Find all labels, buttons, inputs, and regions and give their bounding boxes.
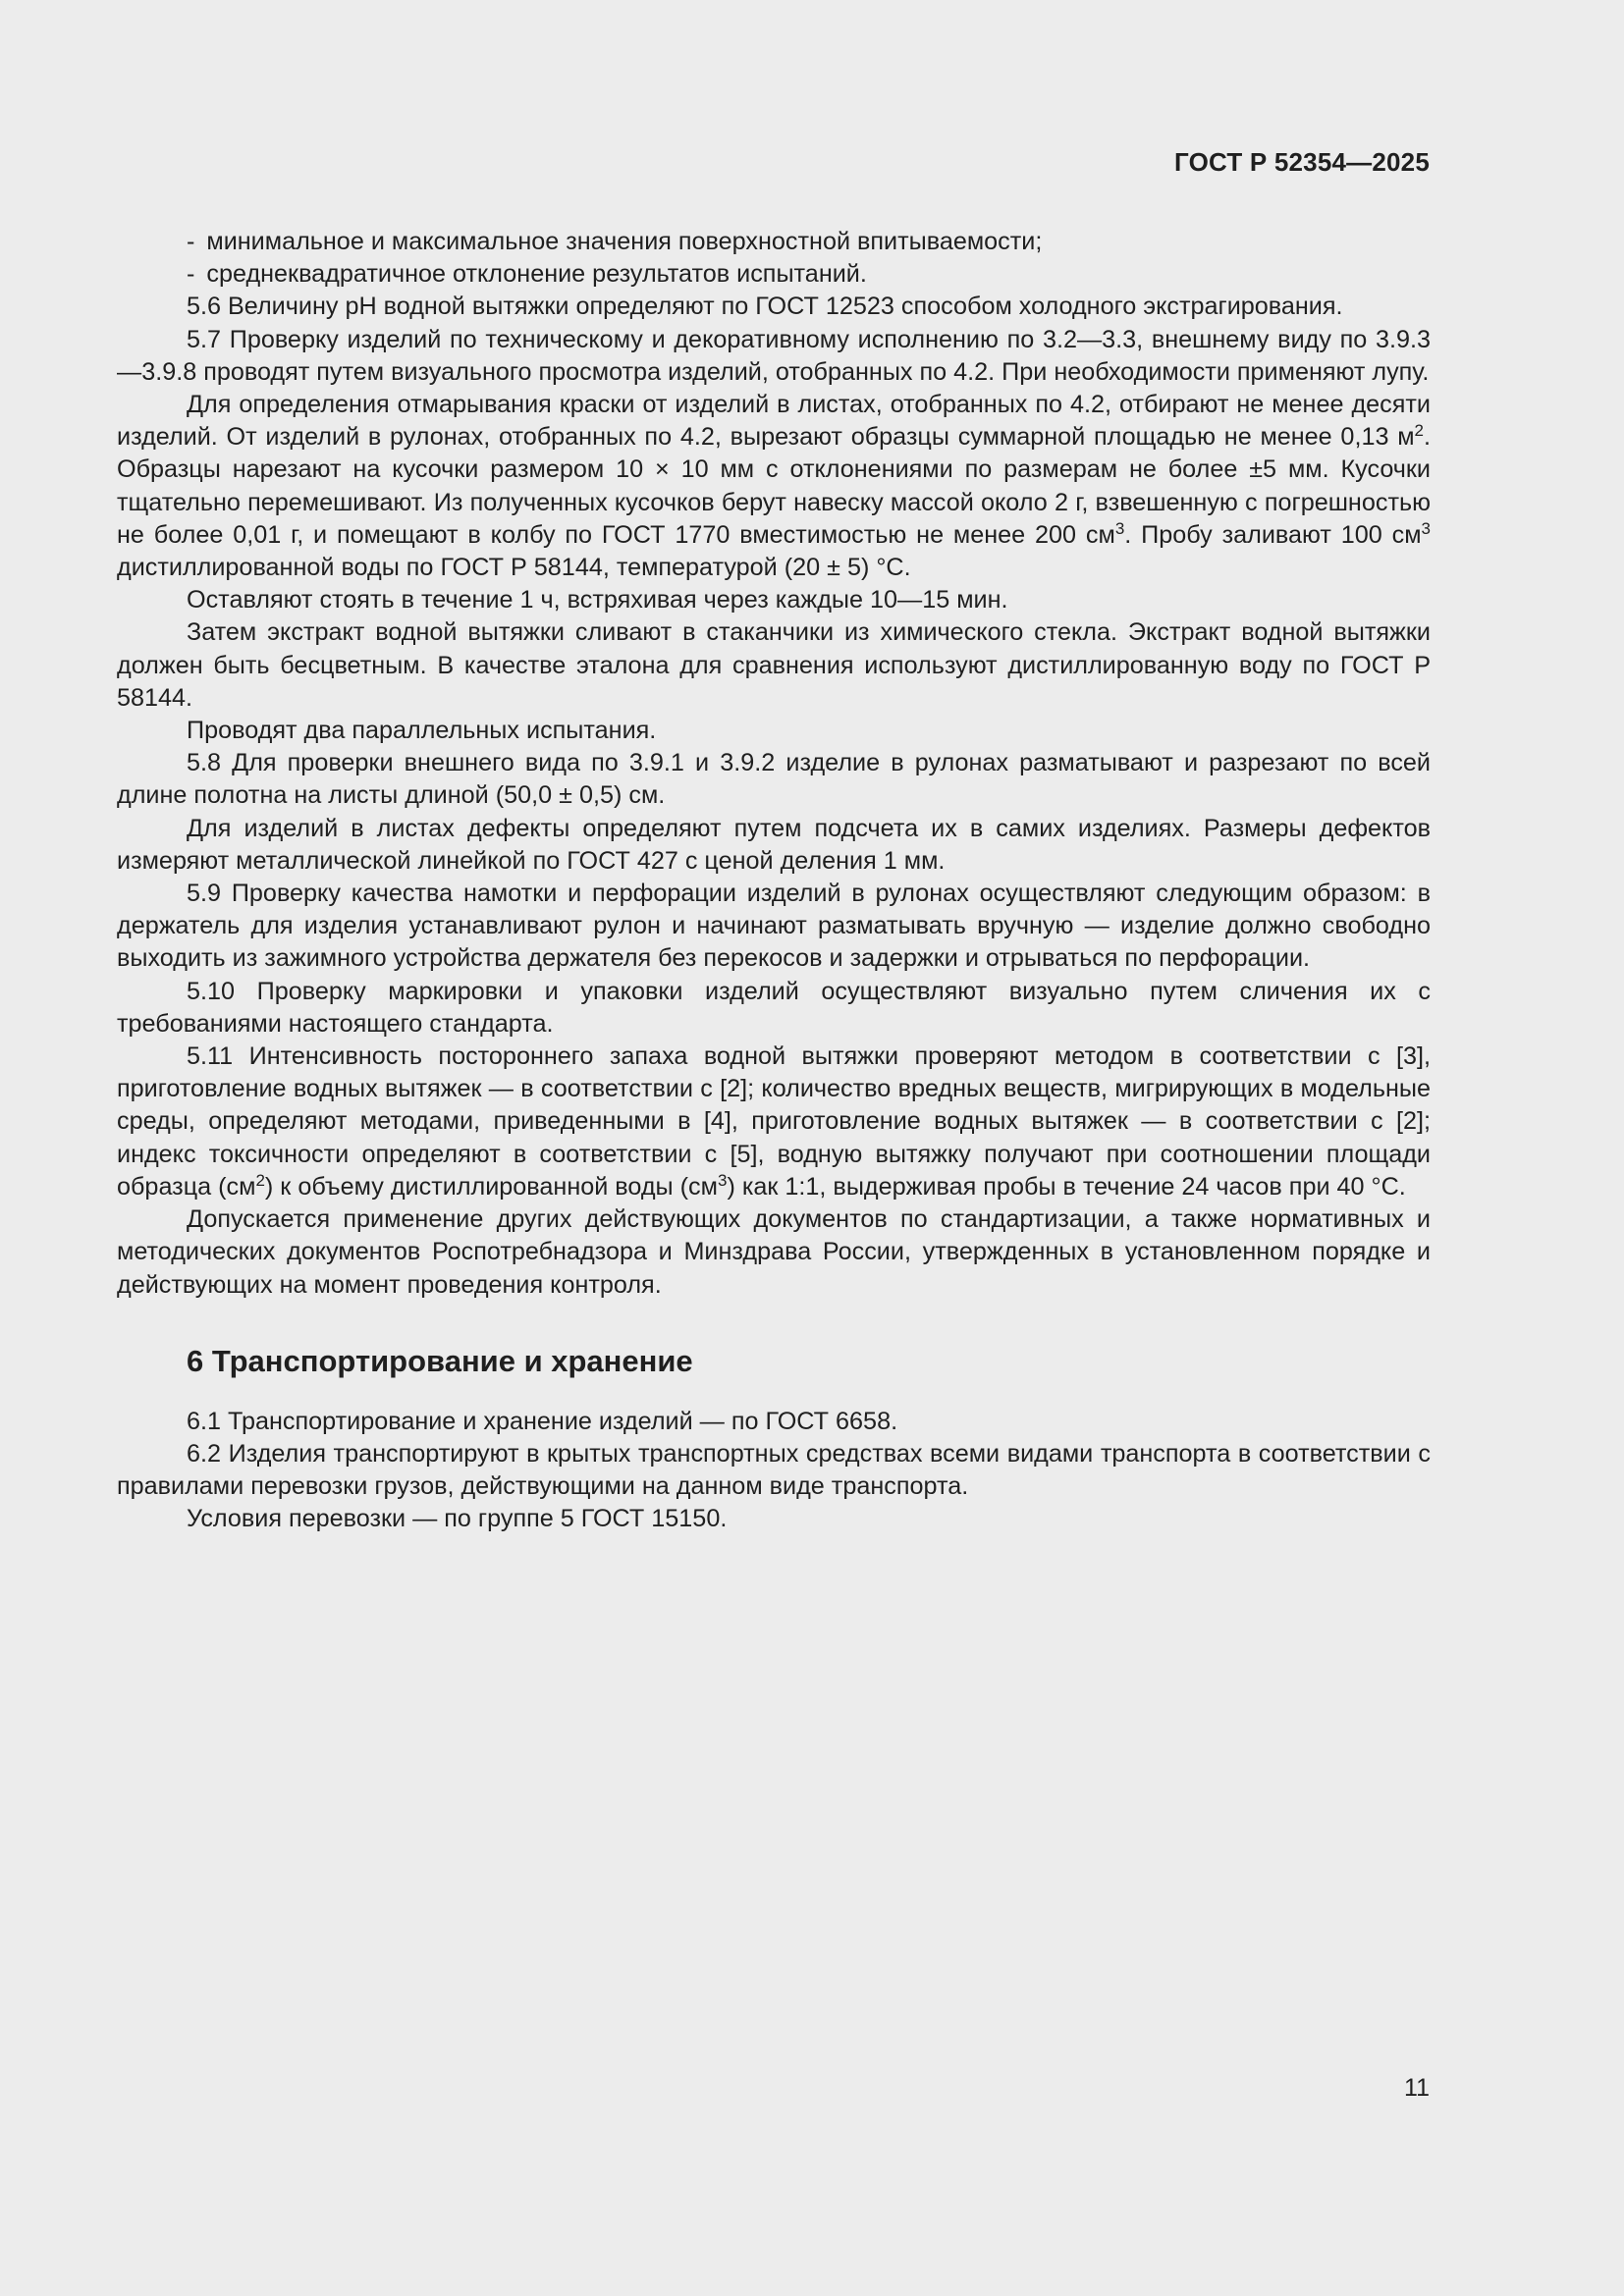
text-run: . Образцы нарезают на кусочки размером 10 × 10 мм с отклонениями по размерам не более ±5 мм. Кусочки тщательно перемешивают. Из полученных кусочков берут навеску массой около 2 г, взвешенную с погрешностью не более 0,01 г, и помещают в колбу по ГОСТ 1770 вместимостью не менее 200 см — [117, 423, 1431, 549]
list-item — [117, 226, 1431, 258]
text-run: . Пробу заливают 100 см — [1124, 520, 1422, 549]
superscript: 2 — [255, 1170, 265, 1190]
superscript: 2 — [1414, 421, 1424, 441]
superscript: 3 — [717, 1170, 728, 1190]
paragraph-6-2: 6.2 Изделия транспортируют в крытых транспортных средствах всеми видами транспорта в соответствии с правилами перевозки грузов, действующими на данном виде транспорта. — [117, 1439, 1431, 1501]
list-dash: - — [187, 260, 195, 289]
paragraph-extract: Затем экстракт водной вытяжки сливают в стаканчики из химического стекла. Экстракт водной вытяжки должен быть бесцветным. В качестве эталона для сравнения используют дистиллированную воду по ГОСТ Р 58144. — [117, 618, 1431, 712]
text-run: ) к объему дистиллированной воды (см — [264, 1172, 718, 1201]
paragraph-5-6: 5.6 Величину pH водной вытяжки определяют по ГОСТ 12523 способом холодного экстрагирования. — [187, 293, 1343, 321]
page-number: 11 — [1404, 2074, 1430, 2102]
paragraph-5-8: 5.8 Для проверки внешнего вида по 3.9.1 и 3.9.2 изделие в рулонах разматывают и разрезают по всей длине полотна на листы длиной (50,0 ± 0,5) см. — [117, 749, 1431, 810]
list-item — [117, 258, 1431, 291]
paragraph-5-10: 5.10 Проверку маркировки и упаковки изделий осуществляют визуально путем сличения их с требованиями настоящего стандарта. — [117, 977, 1431, 1038]
paragraph-standing: Оставляют стоять в течение 1 ч, встряхивая через каждые 10—15 мин. — [187, 586, 1008, 614]
paragraph-5-9: 5.9 Проверку качества намотки и перфорации изделий в рулонах осуществляют следующим образом: в держатель для изделия устанавливают рулон и начинают разматывать вручную — изделие должно свободно выходить из зажимного устройства держателя без перекосов и задержки и отрываться по перфорации. — [117, 880, 1431, 973]
paragraph-rub-off-method — [117, 389, 1431, 584]
list-item-text: минимальное и максимальное значения поверхностной впитываемости; — [206, 228, 1043, 255]
paragraph-5-11 — [117, 1041, 1431, 1203]
list-dash: - — [187, 228, 195, 255]
paragraph-6-1: 6.1 Транспортирование и хранение изделий — по ГОСТ 6658. — [187, 1407, 898, 1435]
paragraph-parallel-tests: Проводят два параллельных испытания. — [187, 717, 657, 745]
text-run: 5.11 Интенсивность постороннего запаха водной вытяжки проверяют методом в соответствии с [3], приготовление водных вытяжек — в соответствии с [2]; количество вредных веществ, мигрирующих в модельные среды, определяют методами, приведенными в [4], приготовление водных вытяжек — в соответствии с [2]; индекс токсичности определяют в соответствии с [5], водную вытяжку получают при соотношении площади образца (см — [117, 1042, 1431, 1201]
paragraph-transport-conditions: Условия перевозки — по группе 5 ГОСТ 15150. — [187, 1505, 728, 1533]
document-header: ГОСТ Р 52354—2025 — [1174, 147, 1430, 177]
paragraph-5-7: 5.7 Проверку изделий по техническому и декоративному исполнению по 3.2—3.3, внешнему виду по 3.9.3—3.9.8 проводят путем визуального просмотра изделий, отобранных по 4.2. При необходимости применяют лупу. — [117, 325, 1431, 386]
superscript: 3 — [1421, 518, 1432, 538]
document-body — [117, 226, 1431, 1536]
paragraph-allowed-documents: Допускается применение других действующих документов по стандартизации, а также нормативных и методических документов Роспотребнадзора и Минздрава России, утвержденных в установленном порядке и действующих на момент проведения контроля. — [117, 1205, 1431, 1299]
section-6-title: 6 Транспортирование и хранение — [187, 1343, 693, 1378]
list-item-text: среднеквадратичное отклонение результатов испытаний. — [206, 260, 867, 289]
text-run: Для определения отмарывания краски от изделий в листах, отобранных по 4.2, отбирают не менее десяти изделий. От изделий в рулонах, отобранных по 4.2, вырезают образцы суммарной площадью не менее 0,13 м — [117, 391, 1431, 452]
text-run: ) как 1:1, выдерживая пробы в течение 24 часов при 40 °С. — [727, 1172, 1406, 1201]
text-run: дистиллированной воды по ГОСТ Р 58144, температурой (20 ± 5) °С. — [117, 554, 911, 582]
superscript: 3 — [1114, 518, 1125, 538]
paragraph-sheet-defects: Для изделий в листах дефекты определяют путем подсчета их в самих изделиях. Размеры дефектов измеряют металлической линейкой по ГОСТ 427 с ценой деления 1 мм. — [117, 814, 1431, 875]
